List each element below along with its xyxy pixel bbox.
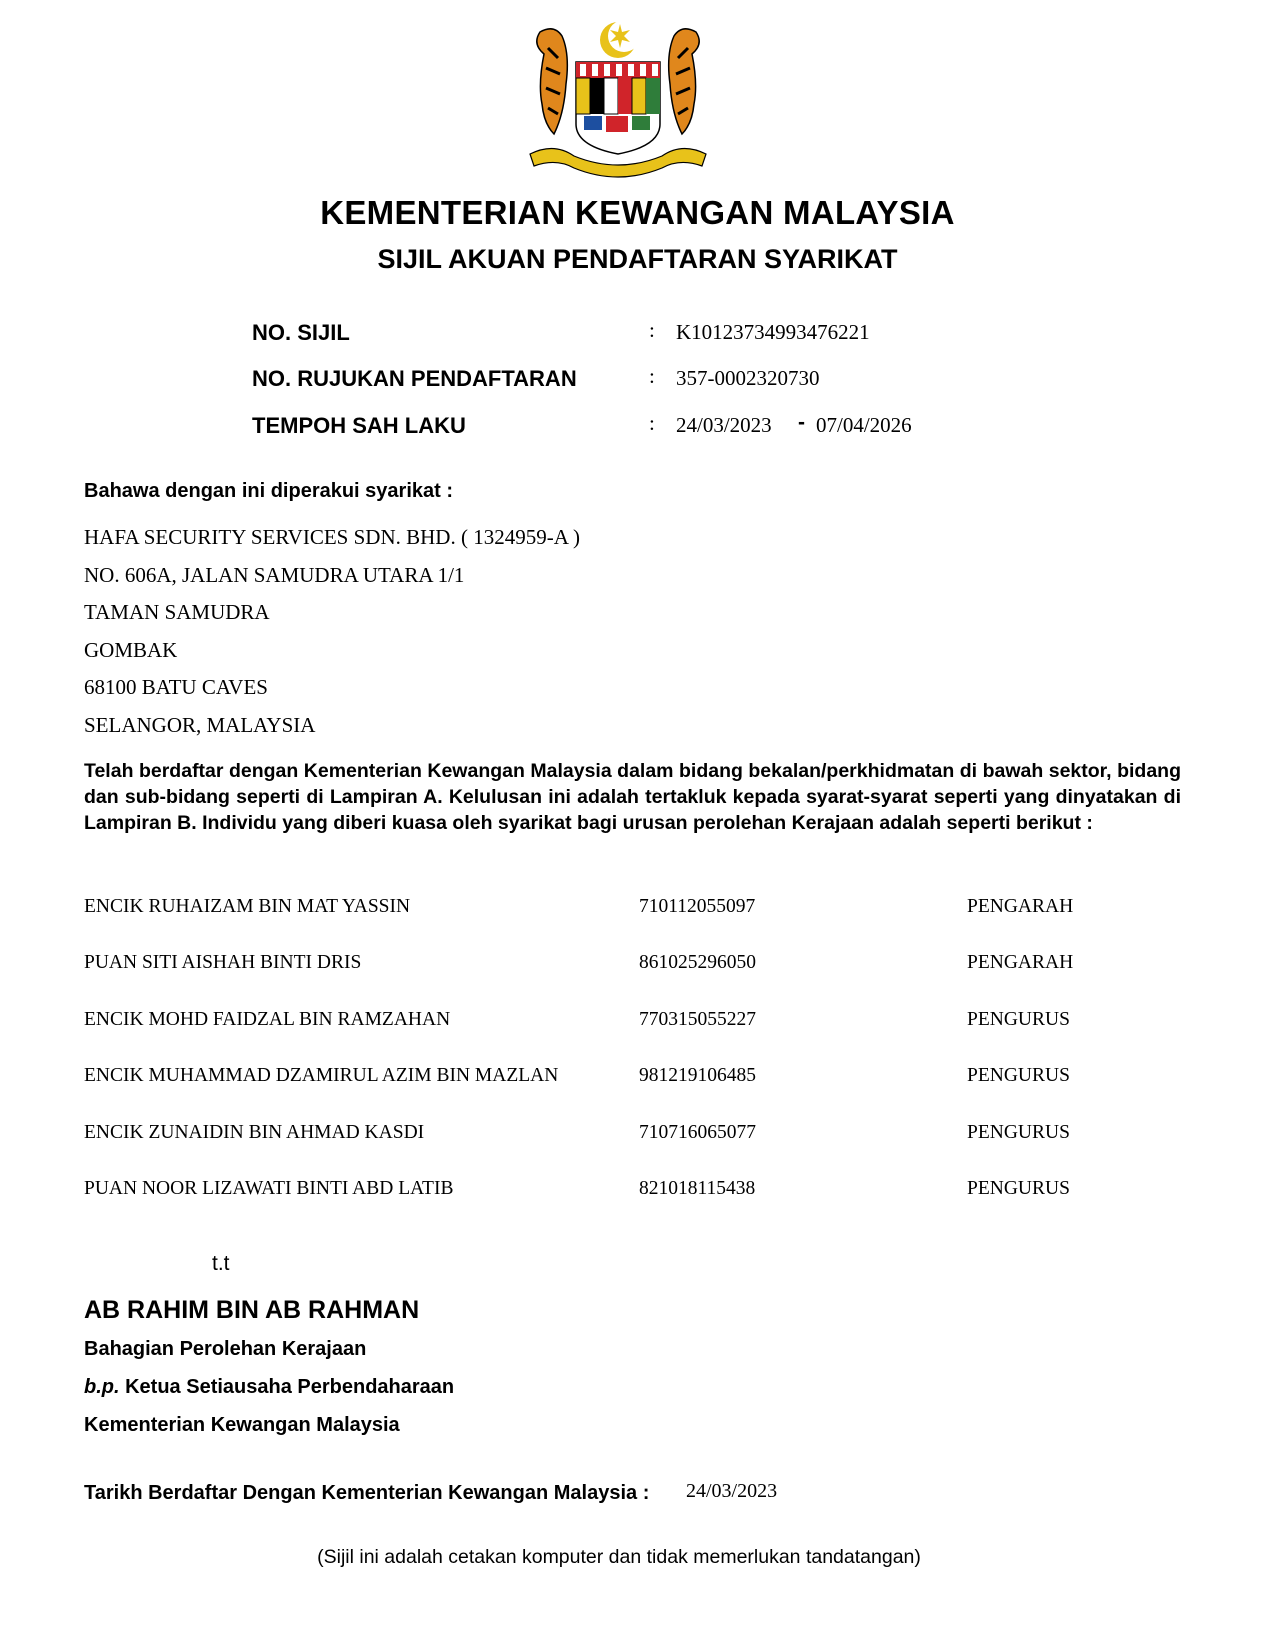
company-name: HAFA SECURITY SERVICES SDN. BHD. ( 1324959-A ) (84, 525, 580, 549)
field-colon: : (649, 318, 655, 342)
table-row (84, 952, 1184, 1008)
individual-role: PENGURUS (967, 1065, 1070, 1087)
address-line: GOMBAK (84, 638, 178, 662)
address-line: SELANGOR, MALAYSIA (84, 713, 316, 737)
registration-date-value: 24/03/2023 (686, 1480, 778, 1502)
individual-id: 770315055227 (639, 1008, 756, 1030)
signatory-ministry: Kementerian Kewangan Malaysia (84, 1414, 400, 1436)
individual-id: 821018115438 (639, 1177, 756, 1199)
signatory-capacity (84, 1376, 454, 1399)
table-row (84, 896, 1184, 952)
computer-generated-note: (Sijil ini adalah cetakan komputer dan tidak memerlukan tandatangan) (317, 1546, 921, 1568)
table-row (84, 1122, 1184, 1178)
signatory-division: Bahagian Perolehan Kerajaan (84, 1338, 367, 1360)
individual-name: ENCIK ZUNAIDIN BIN AHMAD KASDI (84, 1121, 425, 1143)
individual-id: 710112055097 (639, 896, 756, 917)
validity-end-date: 07/04/2026 (816, 413, 912, 437)
authorized-individuals-table (84, 896, 1184, 1234)
individual-id: 981219106485 (639, 1065, 756, 1087)
individual-role: PENGURUS (967, 1177, 1070, 1199)
registration-statement: Telah berdaftar dengan Kementerian Kewangan Malaysia dalam bidang bekalan/perkhidmatan di bawah sektor, bidang dan sub-bidang seperti di Lampiran A. Kelulusan ini adalah tertakluk kepada syarat-syarat seperti yang dinyatakan di Lampiran B. Individu yang diberi kuasa oleh syarikat bagi urusan perolehan Kerajaan adalah seperti berikut : (84, 760, 1181, 834)
individual-role: PENGURUS (967, 1121, 1070, 1143)
individual-role: PENGARAH (967, 952, 1074, 974)
field-label-registration-ref: NO. RUJUKAN PENDAFTARAN (252, 366, 577, 391)
individual-role: PENGARAH (967, 896, 1074, 917)
bp-prefix: b.p. (84, 1376, 120, 1398)
table-row (84, 1009, 1184, 1065)
individual-role: PENGURUS (967, 1008, 1070, 1030)
table-row (84, 1065, 1184, 1121)
table-row (84, 1178, 1184, 1234)
intro-text: Bahawa dengan ini diperakui syarikat : (84, 480, 454, 502)
individual-name: PUAN NOOR LIZAWATI BINTI ABD LATIB (84, 1177, 454, 1199)
certificate-title: SIJIL AKUAN PENDAFTARAN SYARIKAT (377, 244, 898, 274)
ministry-title: KEMENTERIAN KEWANGAN MALAYSIA (320, 194, 955, 231)
coat-of-arms-icon (514, 14, 722, 182)
individual-name: ENCIK MUHAMMAD DZAMIRUL AZIM BIN MAZLAN (84, 1065, 559, 1087)
signatory-capacity-text: Ketua Setiausaha Perbendaharaan (119, 1376, 455, 1398)
field-colon: : (649, 364, 655, 388)
address-line: NO. 606A, JALAN SAMUDRA UTARA 1/1 (84, 563, 465, 587)
field-value-registration-ref: 357-0002320730 (676, 366, 820, 390)
individual-id: 710716065077 (639, 1121, 756, 1143)
address-line: 68100 BATU CAVES (84, 675, 268, 699)
validity-start-date: 24/03/2023 (676, 413, 772, 437)
signatory-name: AB RAHIM BIN AB RAHMAN (84, 1296, 420, 1324)
registration-date-label: Tarikh Berdaftar Dengan Kementerian Kewangan Malaysia : (84, 1482, 650, 1504)
field-label-validity-period: TEMPOH SAH LAKU (252, 413, 466, 438)
individual-name: ENCIK RUHAIZAM BIN MAT YASSIN (84, 896, 411, 917)
individual-id: 861025296050 (639, 952, 756, 974)
address-line: TAMAN SAMUDRA (84, 600, 270, 624)
signed-mark: t.t (212, 1252, 230, 1275)
individual-name: ENCIK MOHD FAIDZAL BIN RAMZAHAN (84, 1008, 451, 1030)
validity-separator: - (798, 411, 805, 434)
field-label-certificate-no: NO. SIJIL (252, 320, 350, 345)
individual-name: PUAN SITI AISHAH BINTI DRIS (84, 952, 362, 974)
field-colon: : (649, 411, 655, 435)
field-value-certificate-no: K10123734993476221 (676, 320, 870, 344)
